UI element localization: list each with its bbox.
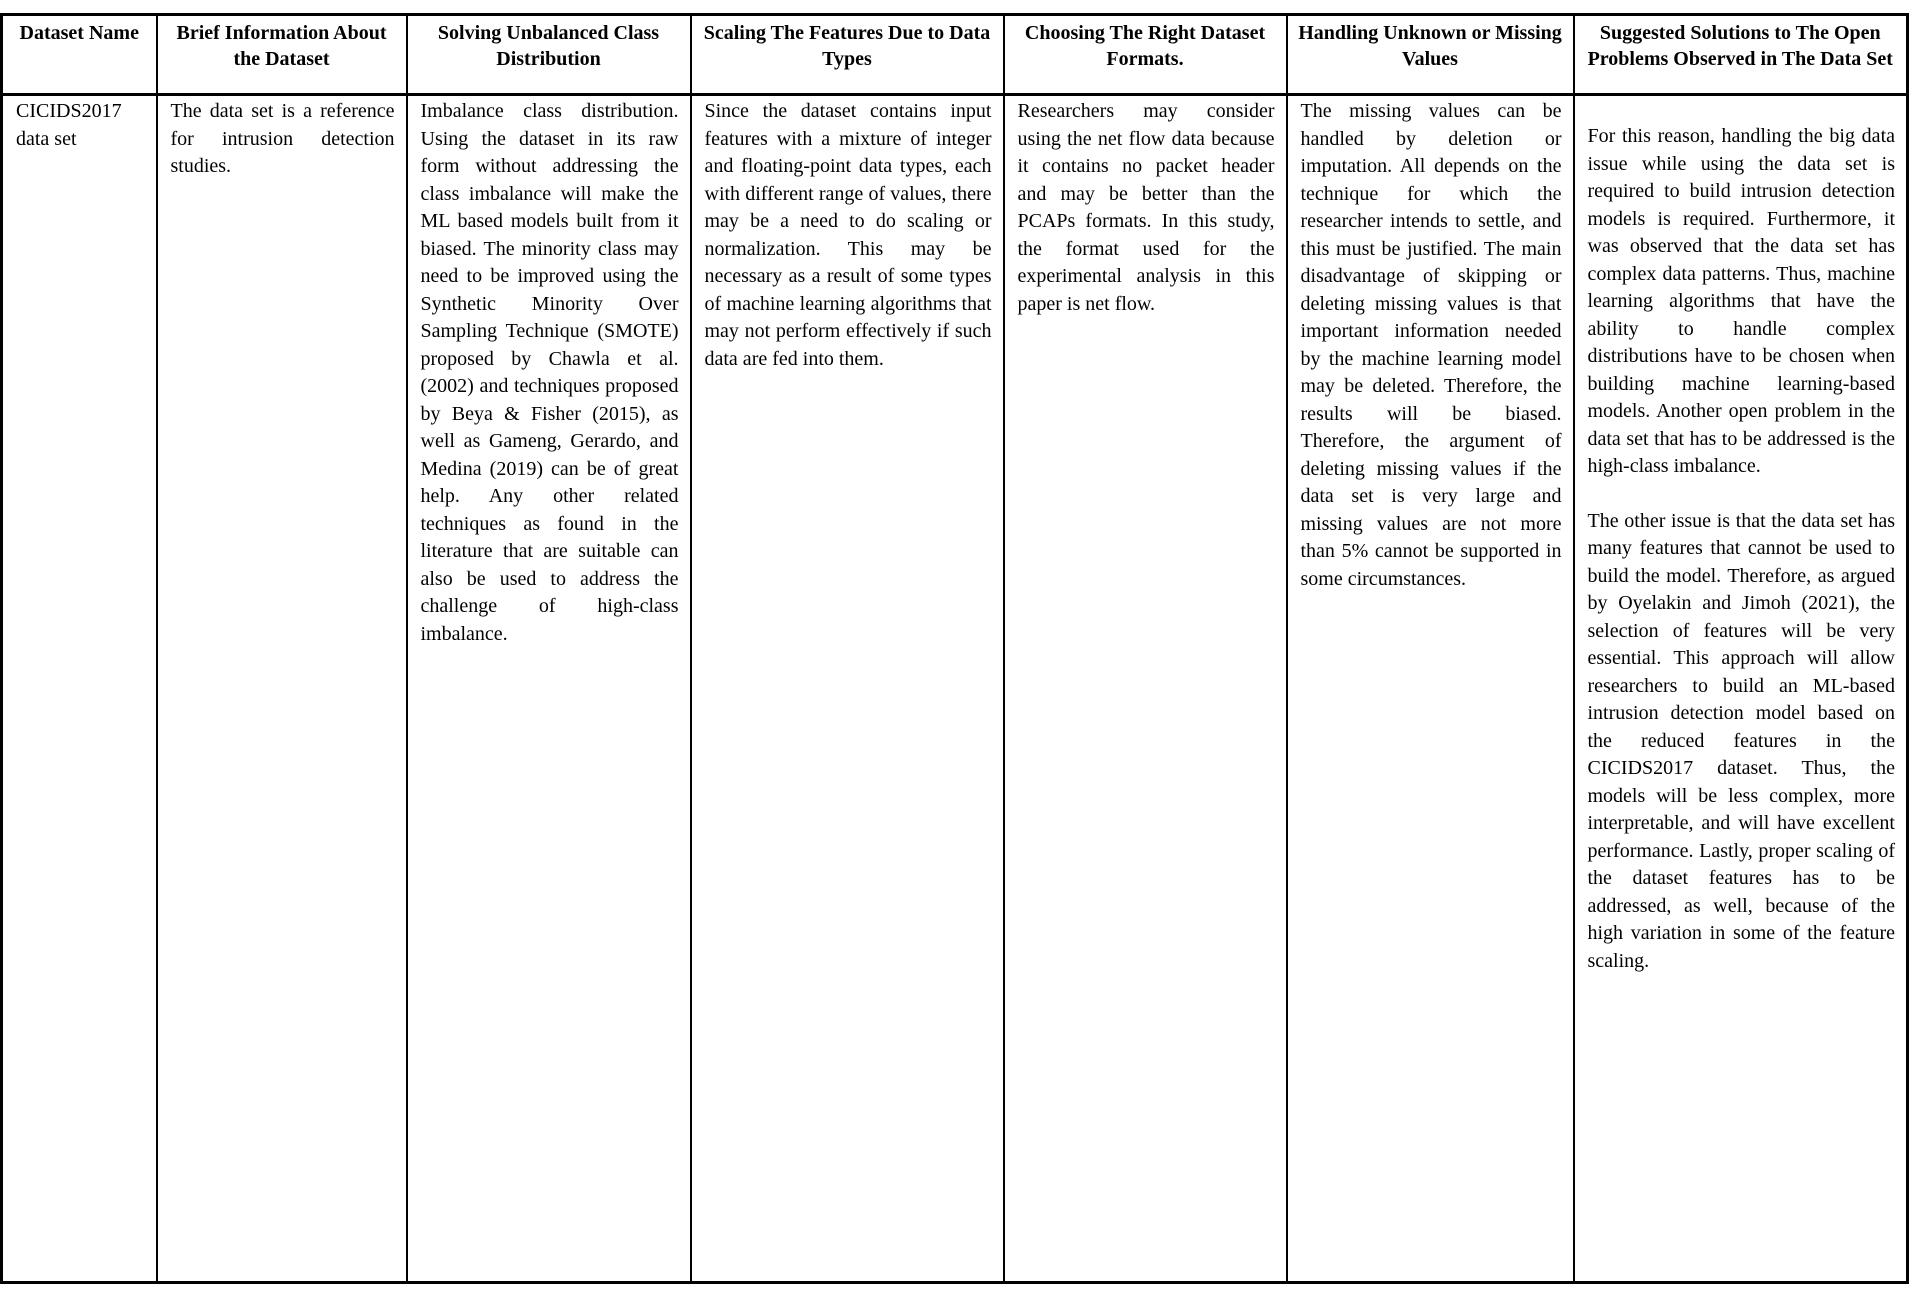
cell-dataset-name: CICIDS2017 data set: [2, 95, 157, 1283]
cell-dataset-formats: Researchers may consider using the net flow data because it contains no packet header and may be better than the PCAPs formats. In this study, the format used for the experimental analysis in this paper is net flow.: [1004, 95, 1287, 1283]
cell-missing-values: The missing values can be handled by deletion or imputation. All depends on the technique for which the researcher intends to settle, and this must be justified. The main disadvantage of skipping or deleting missing values is that important information needed by the machine learning model may be deleted. Therefore, the results will be biased. Therefore, the argument of deleting missing values if the data set is very large and missing values are not more than 5% cannot be supported in some circumstances.: [1287, 95, 1574, 1283]
cell-brief-information: The data set is a reference for intrusion detection studies.: [157, 95, 407, 1283]
dataset-open-problems-table: [0, 13, 1909, 1284]
column-header-brief-information: Brief Information About the Dataset: [157, 15, 407, 95]
column-header-scaling-features: Scaling The Features Due to Data Types: [691, 15, 1004, 95]
document-page: [0, 13, 1912, 1310]
cell-unbalanced-class-distribution: Imbalance class distribution. Using the dataset in its raw form without addressing the class imbalance will make the ML based models built from it biased. The minority class may need to be improved using the Synthetic Minority Over Sampling Technique (SMOTE) proposed by Chawla et al. (2002) and techniques proposed by Beya & Fisher (2015), as well as Gameng, Gerardo, and Medina (2019) can be of great help. Any other related techniques as found in the literature that are suitable can also be used to address the challenge of high-class imbalance.: [407, 95, 691, 1283]
cell-suggested-solutions: [1574, 95, 1908, 1283]
suggested-solutions-paragraph-1: For this reason, handling the big data issue while using the data set is required to build intrusion detection models is required. Furthermore, it was observed that the data set has complex data patterns. Thus, machine learning algorithms that have the ability to handle complex distributions have to be chosen when building machine learning-based models. Another open problem in the data set that has to be addressed is the high-class imbalance.: [1587, 125, 1895, 477]
column-header-dataset-formats: Choosing The Right Dataset Formats.: [1004, 15, 1287, 95]
suggested-solutions-paragraph-2: The other issue is that the data set has many features that cannot be used to build the model. Therefore, as argued by Oyelakin and Jimoh (2021), the selection of features will be very essential. This approach will allow researchers to build an ML-based intrusion detection model based on the reduced features in the CICIDS2017 dataset. Thus, the models will be less complex, more interpretable, and will have excellent performance. Lastly, proper scaling of the dataset features has to be addressed, as well, because of the high variation in some of the feature scaling.: [1587, 509, 1895, 972]
column-header-missing-values: Handling Unknown or Missing Values: [1287, 15, 1574, 95]
table-row: [2, 95, 1908, 1283]
column-header-suggested-solutions: Suggested Solutions to The Open Problems Observed in The Data Set: [1574, 15, 1908, 95]
column-header-dataset-name: Dataset Name: [2, 15, 157, 95]
table-header-row: [2, 15, 1908, 95]
cell-scaling-features: Since the dataset contains input features with a mixture of integer and floating-point data types, each with different range of values, there may be a need to do scaling or normalization. This may be necessary as a result of some types of machine learning algorithms that may not perform effectively if such data are fed into them.: [691, 95, 1004, 1283]
column-header-unbalanced-class: Solving Unbalanced Class Distribution: [407, 15, 691, 95]
